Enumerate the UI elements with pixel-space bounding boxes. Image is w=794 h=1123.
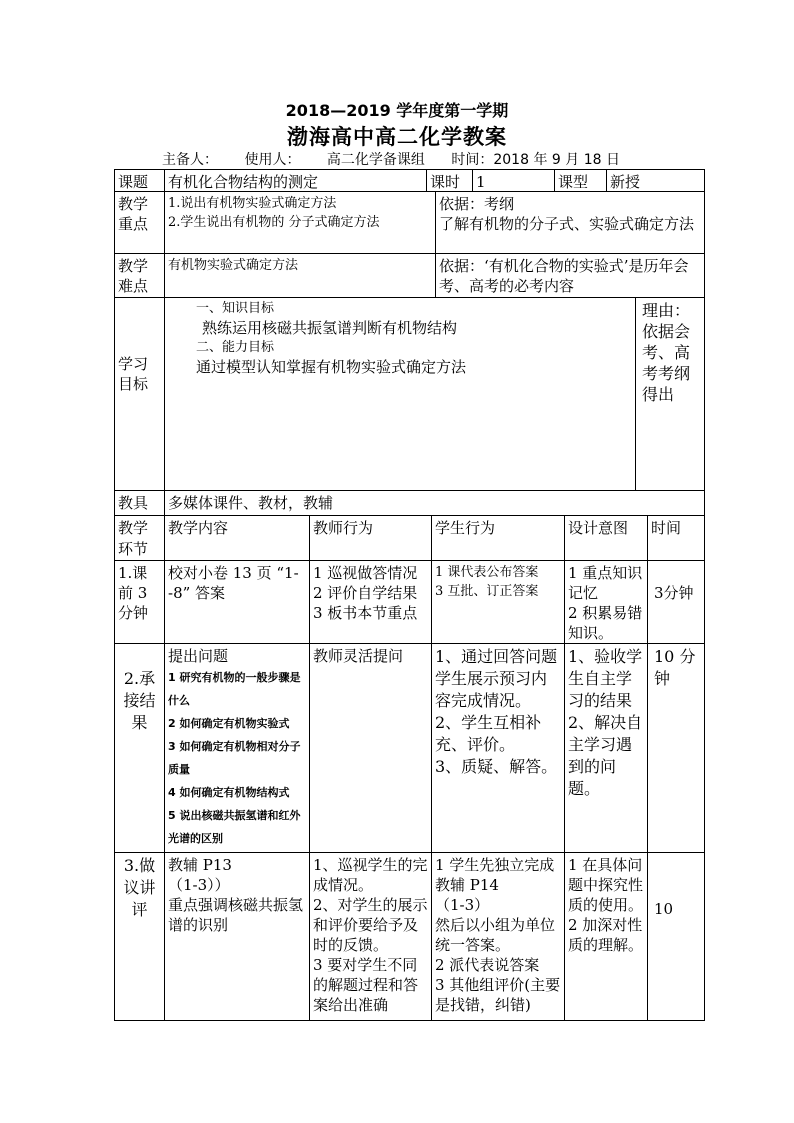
stage2-time: 10 分钟	[647, 643, 705, 853]
stage3-student	[431, 852, 565, 1021]
question-item: 5 说出核磁共振氢谱和红外光谱的区别	[168, 809, 301, 845]
goal-heading-knowledge: 一、知识目标	[196, 301, 275, 316]
user-label: 使用人：	[244, 152, 301, 168]
term-title: 2018—2019 学年度第一学期	[285, 101, 509, 120]
teacher-action: 2、对学生的展示和评价要给予及时的反馈。	[313, 896, 428, 954]
stage1-stage: 1.课前 3 分钟	[114, 560, 165, 644]
key-basis	[435, 191, 705, 254]
topic-value: 有机化合物结构的测定	[164, 169, 427, 192]
question-item: 2 如何确定有机物实验式	[168, 717, 290, 730]
difficult-value: 有机物实验式确定方法	[164, 253, 436, 298]
question-item: 1 研究有机物的一般步骤是什么	[168, 671, 301, 707]
key-label: 教学重点	[114, 191, 165, 254]
goal-text-ability: 通过模型认知掌握有机物实验式确定方法	[196, 358, 467, 376]
intent-item: 2、解决自主学习遇到的问题。	[568, 713, 643, 798]
goal-content	[164, 297, 636, 491]
intent-item: 2 加深对性质的理解。	[568, 916, 644, 954]
difficult-basis: 依据：‘有机化合物的实验式’是历年会考、高考的必考内容	[435, 253, 705, 298]
intent-item: 1、验收学生自主学习的结果	[568, 647, 643, 710]
stage1-time: 3分钟	[647, 560, 705, 644]
stage3-stage: 3.做议讲评	[114, 852, 165, 1021]
stage3-content-line: （1-3））	[168, 876, 230, 894]
group-name: 高二化学备课组	[326, 152, 425, 168]
student-action: 1、通过回答问题学生展示预习内容完成情况。	[435, 647, 558, 710]
goal-heading-ability: 二、能力目标	[196, 340, 275, 355]
teacher-action: 2 评价自学结果	[313, 584, 418, 602]
type-label: 课型	[554, 169, 607, 192]
key-point: 1.说出有机物实验式确定方法	[168, 196, 337, 211]
stage1-student	[431, 560, 565, 644]
question-item: 3 如何确定有机物相对分子质量	[168, 740, 301, 776]
student-action: 3 其他组评价(主要是找错，纠错)	[435, 976, 561, 1014]
student-action: 1 学生先独立完成教辅 P14	[435, 856, 555, 894]
stage3-time: 10	[647, 852, 705, 1021]
teacher-action: 3 要对学生不同的解题过程和答案给出准确	[313, 956, 419, 1014]
key-basis-label: 依据：考纲	[439, 195, 515, 213]
student-action: 3 互批、订正答案	[435, 584, 539, 599]
intent-item: 2 积累易错知识。	[568, 604, 643, 642]
col-student: 学生行为	[431, 515, 565, 561]
hours-value: 1	[472, 169, 555, 192]
col-intent: 设计意图	[564, 515, 648, 561]
key-basis-detail: 了解有机物的分子式、实验式确定方法	[439, 215, 695, 233]
stage2-content-title: 提出问题	[168, 647, 229, 665]
student-action: 3、质疑、解答。	[435, 757, 558, 776]
stage3-content	[164, 852, 310, 1021]
stage2-student	[431, 643, 565, 853]
teacher-action: 1、巡视学生的完成情况。	[313, 856, 428, 894]
preparer-label: 主备人：	[162, 152, 218, 168]
hours-label: 课时	[426, 169, 473, 192]
stage3-content-line: 教辅 P13	[168, 856, 232, 874]
intent-item: 1 重点知识记忆	[568, 564, 643, 602]
stage3-content-line: 重点强调核磁共振氢谱的识别	[168, 896, 304, 934]
student-action: 1 课代表公布答案	[435, 565, 539, 580]
question-item: 4 如何确定有机物结构式	[168, 786, 290, 799]
teacher-action: 1 巡视做答情况	[313, 564, 418, 582]
stage2-intent	[564, 643, 648, 853]
intent-item: 1 在具体问题中探究性质的使用。	[568, 856, 644, 914]
stage2-teacher: 教师灵活提问	[309, 643, 432, 853]
stage3-teacher	[309, 852, 432, 1021]
col-stage: 教学环节	[114, 515, 165, 561]
stage3-intent	[564, 852, 648, 1021]
col-teacher: 教师行为	[309, 515, 432, 561]
teacher-action: 3 板书本节重点	[313, 604, 418, 622]
topic-label: 课题	[114, 169, 165, 192]
date-label: 时间：2018 年 9 月 18 日	[451, 152, 620, 168]
col-time: 时间	[647, 515, 705, 561]
student-action: （1-3）	[435, 896, 490, 914]
stage2-content	[164, 643, 310, 853]
difficult-label: 教学难点	[114, 253, 165, 298]
stage1-intent	[564, 560, 648, 644]
student-action: 2 派代表说答案	[435, 956, 540, 974]
stage1-content: 校对小卷 13 页 “1--8” 答案	[164, 560, 310, 644]
lesson-plan-title: 渤海高中高二化学教案	[287, 124, 507, 149]
stage1-teacher	[309, 560, 432, 644]
goal-label: 学习目标	[114, 297, 165, 491]
meta-line	[162, 149, 642, 169]
key-points	[164, 191, 436, 254]
col-content: 教学内容	[164, 515, 310, 561]
type-value: 新授	[606, 169, 705, 192]
key-point: 2.学生说出有机物的 分子式确定方法	[168, 215, 380, 230]
tools-value: 多媒体课件、教材，教辅	[164, 490, 705, 516]
goal-reason: 理由：依据会考、高考考纲得出	[635, 297, 705, 491]
goal-text-knowledge: 熟练运用核磁共振氢谱判断有机物结构	[202, 319, 458, 337]
student-action: 2、学生互相补充、评价。	[435, 713, 542, 754]
tools-label: 教具	[114, 490, 165, 516]
student-action: 然后以小组为单位统一答案。	[435, 916, 556, 954]
stage2-stage: 2.承接结果	[114, 643, 165, 853]
